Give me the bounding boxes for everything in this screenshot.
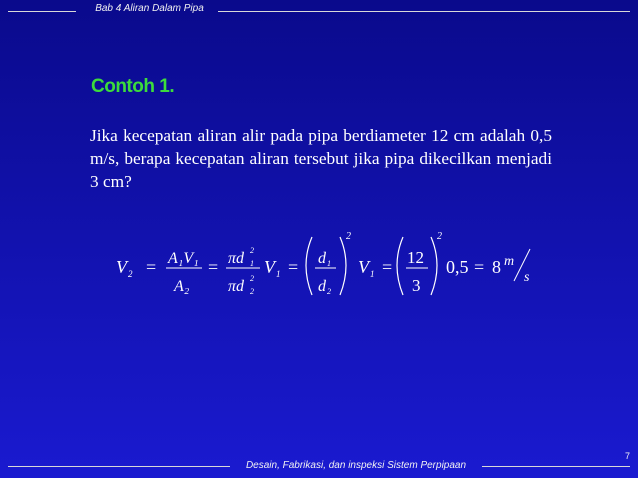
unit-numerator: m [504,254,515,269]
formula-graphic [110,225,550,305]
equals-1: = [146,257,157,277]
ratio-numerator: d [318,250,326,267]
formula-lhs-sub: 2 [128,269,133,279]
initial-velocity: 0,5 [446,257,469,277]
header-rule-right [218,11,630,12]
paren-open-1 [306,237,312,295]
frac1-denominator: A₂ [174,278,190,295]
footer-rule-left [8,466,230,467]
header-rule-left [8,11,76,12]
svg-text:=: = [474,257,485,277]
svg-text:V: V [358,257,369,277]
page-number: 7 [624,451,630,461]
num-12: 12 [407,248,424,267]
paren-open-2 [397,237,403,295]
slide-heading: Contoh 1. [91,76,175,97]
frac1-numerator: A₁V₁ [168,250,199,267]
frac2-numerator: πd [228,250,245,267]
svg-text:2: 2 [327,287,331,296]
svg-text:1: 1 [276,269,281,279]
result-value: 8 [492,257,501,277]
header-title: Bab 4 Aliran Dalam Pipa [95,3,204,14]
paren-close-2 [431,237,437,295]
velocity-formula [110,225,550,305]
svg-text:2: 2 [346,231,351,242]
svg-text:2: 2 [250,246,254,255]
slide-footer [0,459,638,477]
svg-text:=: = [382,257,393,277]
footer-title: Desain, Fabrikasi, dan inspeksi Sistem Perpipaan [245,460,467,471]
formula-v1: V [264,257,275,277]
num-3: 3 [412,276,421,295]
svg-text:1: 1 [327,259,331,268]
slide-header [0,2,638,20]
svg-text:=: = [288,257,299,277]
svg-text:1: 1 [250,259,254,268]
paren-close-1 [340,237,346,295]
svg-text:2: 2 [250,287,254,296]
problem-text: Jika kecepatan aliran alir pada pipa berdiameter 12 cm adalah 0,5 m/s, berapa kecepatan aliran tersebut jika pipa dikecilkan menjadi 3 cm? [90,126,552,191]
svg-text:2: 2 [250,274,254,283]
unit-denominator: s [524,270,530,285]
svg-text:2: 2 [437,231,442,242]
equals-2: = [208,257,219,277]
ratio-denominator: d [318,278,326,295]
footer-rule-right [482,466,630,467]
formula-lhs: V [116,257,127,277]
svg-text:1: 1 [370,269,375,279]
frac2-denominator: πd [228,278,245,295]
